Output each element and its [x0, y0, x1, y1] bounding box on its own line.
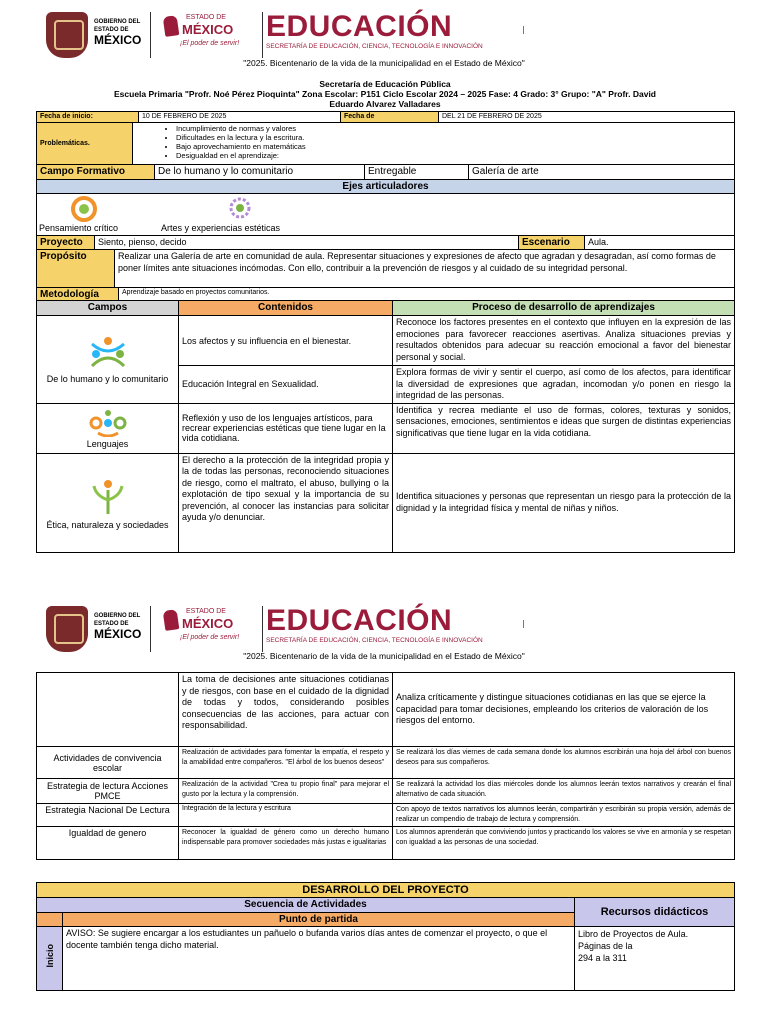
contenido-cell: Educación Integral en Sexualidad.	[179, 366, 393, 404]
campo-cell	[37, 453, 179, 552]
gob-line3: MÉXICO	[94, 33, 142, 47]
humano-comunitario-icon	[88, 336, 128, 372]
strategy-name: Actividades de convivencia escolar	[37, 747, 179, 779]
page-header	[36, 8, 736, 64]
teacher-name: Eduardo Alvarez Valladares	[329, 99, 441, 109]
col-proceso: Proceso de desarrollo de aprendizajes	[393, 301, 735, 316]
table-row	[37, 403, 735, 453]
empty-cell	[37, 673, 179, 747]
campo-name: Lenguajes	[86, 439, 129, 449]
state-seal-icon	[46, 12, 88, 58]
desarrollo-table	[36, 882, 735, 991]
table-row	[37, 927, 735, 991]
col-contenidos: Contenidos	[179, 301, 393, 316]
edomex-big: MÉXICO	[182, 616, 234, 631]
divider	[150, 606, 151, 652]
strategy-name: Estrategia Nacional De Lectura	[37, 804, 179, 827]
edomex-big: MÉXICO	[182, 22, 234, 37]
pensamiento-critico-icon	[69, 196, 99, 222]
contenido-cell: Realización de actividades para fomentar la empatía, el respeto y la amabilidad entre compañeros. "El árbol de los buenos deseos"	[179, 747, 393, 779]
recursos-line: Libro de Proyectos de Aula.	[578, 929, 689, 939]
page-header	[36, 602, 736, 658]
campo-label: Campo Formativo	[37, 165, 155, 180]
proceso-cell: Reconoce los factores presentes en el contexto que influyen en la expresión de las emociones para favorecer reacciones asertivas. Analiza situaciones previas y resultados obtenidos para adecuar su reacción emocional a favor del bienestar personal y social.	[393, 316, 735, 366]
ejes-title: Ejes articuladores	[37, 180, 735, 194]
end-date-value: DEL 21 DE FEBRERO DE 2025	[439, 112, 735, 123]
school-info	[36, 79, 734, 109]
eje-artes: Artes y experiencias estéticas	[161, 223, 281, 233]
edu-subtitle: SECRETARÍA DE EDUCACIÓN, CIENCIA, TECNOLOGÍA E INNOVACIÓN	[266, 43, 483, 50]
list-item: • Dificultades en la lectura y la escritura.	[176, 133, 731, 142]
campo-name: Ética, naturaleza y sociedades	[46, 519, 169, 530]
tick-mark	[523, 620, 524, 628]
campo-table	[36, 164, 735, 180]
state-seal-icon	[46, 606, 88, 652]
strategy-name: Estrategia de lectura Acciones PMCE	[37, 779, 179, 804]
gobierno-logo	[94, 18, 141, 47]
edu-title: EDUCACIÓN	[266, 604, 453, 637]
recursos-line: 294 a la 311	[578, 953, 627, 963]
proceso-cell: Los alumnos aprenderán que conviviendo juntos y practicando los valores se vive en armonía y se respetan con igualdad a las personas de una sociedad.	[393, 827, 735, 860]
metodologia-value: Aprendizaje basado en proyectos comunitarios.	[119, 288, 735, 302]
contenido-cell: El derecho a la protección de la integridad propia y la de todas las personas, reconociendo situaciones de riesgo, como el maltrato, el abuso, bullying o la explotación de tipo sexual y la importancia de su prevención, al conocer las instancias para solicitar ayuda y/o denunciar.	[179, 453, 393, 552]
proceso-cell: Con apoyo de textos narrativos los alumnos leerán, compartirán y escribirán su propia versión, además de realizar un compendio de trabajo de lectura y comprensión.	[393, 804, 735, 827]
edu-title: EDUCACIÓN	[266, 10, 453, 43]
proposito-text: Realizar una Galería de arte en comunidad de aula. Representar situaciones y expresiones de afecto que agradan y desagradan, así como formas de poner límites ante situaciones incómodas. Con ello, contribuir a la prevención de riesgos y al cuidado de su integridad personal.	[115, 250, 735, 288]
campo-cell	[37, 403, 179, 453]
list-item: • Bajo aprovechamiento en matemáticas	[176, 142, 731, 151]
table-row	[37, 453, 735, 552]
proposito-table	[36, 249, 735, 288]
flower-icon	[163, 15, 180, 37]
table-row	[37, 673, 735, 747]
motto: "2025. Bicentenario de la vida de la municipalidad en el Estado de México"	[243, 58, 525, 68]
proceso-cell: Se realizará la actividad los días miércoles donde los alumnos leerán textos narrativos y crearán el final alternativo de cada situación.	[393, 779, 735, 804]
campo-name: De lo humano y lo comunitario	[46, 374, 169, 385]
contenido-cell: Reflexión y uso de los lenguajes artísticos, para recrear experiencias estéticas que tiene lugar en la vida cotidiana.	[179, 403, 393, 453]
problematicas-list	[133, 123, 735, 165]
proceso-cell: Se realizará los días viernes de cada semana donde los alumnos escribirán una hoja del árbol con buenos deseos para sus compañeros.	[393, 747, 735, 779]
empty-cell	[37, 913, 63, 927]
gob-line1: GOBIERNO DEL	[94, 19, 141, 25]
contenido-cell: Realización de la actividad "Crea tu propio final" para mejorar el gusto por la lectura y la comprensión.	[179, 779, 393, 804]
gob-line1: GOBIERNO DEL	[94, 613, 141, 619]
edomex-tagline: ¡El poder de servir!	[180, 634, 240, 641]
recursos-title: Recursos didácticos	[575, 898, 735, 927]
inicio-cell	[37, 927, 63, 991]
proceso-cell: Analiza críticamente y distingue situaciones cotidianas en las que se ejerce la capacidad para tomar decisiones, empleando los criterios de valoración de los riesgos del entorno.	[393, 673, 735, 747]
table-row	[37, 804, 735, 827]
inicio-label: Inicio	[44, 944, 55, 968]
eje-pensamiento: Pensamiento crítico	[39, 223, 119, 233]
gobierno-logo	[94, 612, 141, 641]
col-campos: Campos	[37, 301, 179, 316]
recursos-cell	[575, 927, 735, 991]
contenido-cell: La toma de decisiones ante situaciones cotidianas y de riesgos, con base en el cuidado de la dignidad de todas y todos, considerando posibles consecuencias de las acciones, para actuar con responsabilidad.	[179, 673, 393, 747]
campo-value: De lo humano y lo comunitario	[155, 165, 365, 180]
gob-line3: MÉXICO	[94, 627, 142, 641]
edomex-small: ESTADO DE	[186, 608, 226, 615]
ejes-items	[37, 194, 735, 236]
tick-mark	[523, 26, 524, 34]
proposito-label: Propósito	[37, 250, 115, 288]
end-date-label: Fecha de	[341, 112, 439, 123]
school-details: Escuela Primaria "Profr. Noé Pérez Pioquinta" Zona Escolar: P151 Ciclo Escolar 2024 – 2025 Fase: 4 Grado: 3° Grupo: "A" Profr. David	[114, 89, 656, 99]
edomex-logo	[164, 608, 244, 648]
table-row	[37, 316, 735, 366]
motto: "2025. Bicentenario de la vida de la municipalidad en el Estado de México"	[243, 651, 525, 661]
secuencia-title: Secuencia de Actividades	[37, 898, 575, 913]
divider	[150, 12, 151, 58]
campos-table	[36, 300, 735, 553]
aviso-text: AVISO: Se sugiere encargar a los estudiantes un pañuelo o bufanda varios días antes de comenzar el proyecto, o que el docente también tenga dicho material.	[63, 927, 575, 991]
table-row	[37, 747, 735, 779]
proyecto-table	[36, 235, 735, 250]
campo-cell	[37, 316, 179, 404]
proceso-cell: Identifica situaciones y personas que representan un riesgo para la protección de la dignidad y la integridad física y mental de niñas y niños.	[393, 453, 735, 552]
estrategias-table	[36, 672, 735, 860]
divider	[262, 606, 263, 652]
desarrollo-title: DESARROLLO DEL PROYECTO	[37, 883, 735, 898]
list-item: • Incumplimiento de normas y valores	[176, 124, 731, 133]
ejes-table	[36, 179, 735, 236]
contenido-cell: Reconocer la igualdad de género como un derecho humano indispensable para promover sociedades más justas e igualitarias	[179, 827, 393, 860]
table-row	[37, 827, 735, 860]
start-date-label: Fecha de inicio:	[37, 112, 139, 123]
entregable-value: Galería de arte	[469, 165, 735, 180]
list-item: • Desigualdad en el aprendizaje:	[176, 151, 731, 160]
metodologia-label: Metodología	[37, 288, 119, 302]
edomex-logo	[164, 14, 244, 54]
proyecto-value: Siento, pienso, decido	[95, 236, 519, 250]
contenido-cell: Integración de la lectura y escritura	[179, 804, 393, 827]
lenguajes-icon	[88, 409, 128, 437]
table-row	[37, 779, 735, 804]
problematicas-table	[36, 122, 735, 165]
edu-subtitle: SECRETARÍA DE EDUCACIÓN, CIENCIA, TECNOLOGÍA E INNOVACIÓN	[266, 637, 483, 644]
gob-line2: ESTADO DE	[94, 621, 129, 627]
proceso-cell: Identifica y recrea mediante el uso de formas, colores, texturas y sonidos, sensaciones, emociones, sentimientos e ideas que surgen de distintas experiencias significativas que tiene lugar en la vida cotidiana.	[393, 403, 735, 453]
flower-icon	[163, 609, 180, 631]
edomex-small: ESTADO DE	[186, 14, 226, 21]
recursos-line: Páginas de la	[578, 941, 633, 951]
contenido-cell: Los afectos y su influencia en el bienestar.	[179, 316, 393, 366]
problematicas-label: Problemáticas.	[37, 123, 133, 165]
secretaria: Secretaría de Educación Pública	[319, 79, 451, 89]
escenario-value: Aula.	[585, 236, 735, 250]
edomex-tagline: ¡El poder de servir!	[180, 40, 240, 47]
punto-partida: Punto de partida	[63, 913, 575, 927]
proceso-cell: Explora formas de vivir y sentir el cuerpo, así como de los afectos, para identificar la diversidad de expresiones que agradan, incomodan y/o ponen en riesgo la integridad de las personas.	[393, 366, 735, 404]
start-date-value: 10 DE FEBRERO DE 2025	[139, 112, 341, 123]
escenario-label: Escenario	[519, 236, 585, 250]
entregable-label: Entregable	[365, 165, 469, 180]
strategy-name: Igualdad de genero	[37, 827, 179, 860]
etica-naturaleza-icon	[88, 478, 128, 518]
gob-line2: ESTADO DE	[94, 27, 129, 33]
divider	[262, 12, 263, 58]
proyecto-label: Proyecto	[37, 236, 95, 250]
artes-icon	[227, 195, 253, 221]
